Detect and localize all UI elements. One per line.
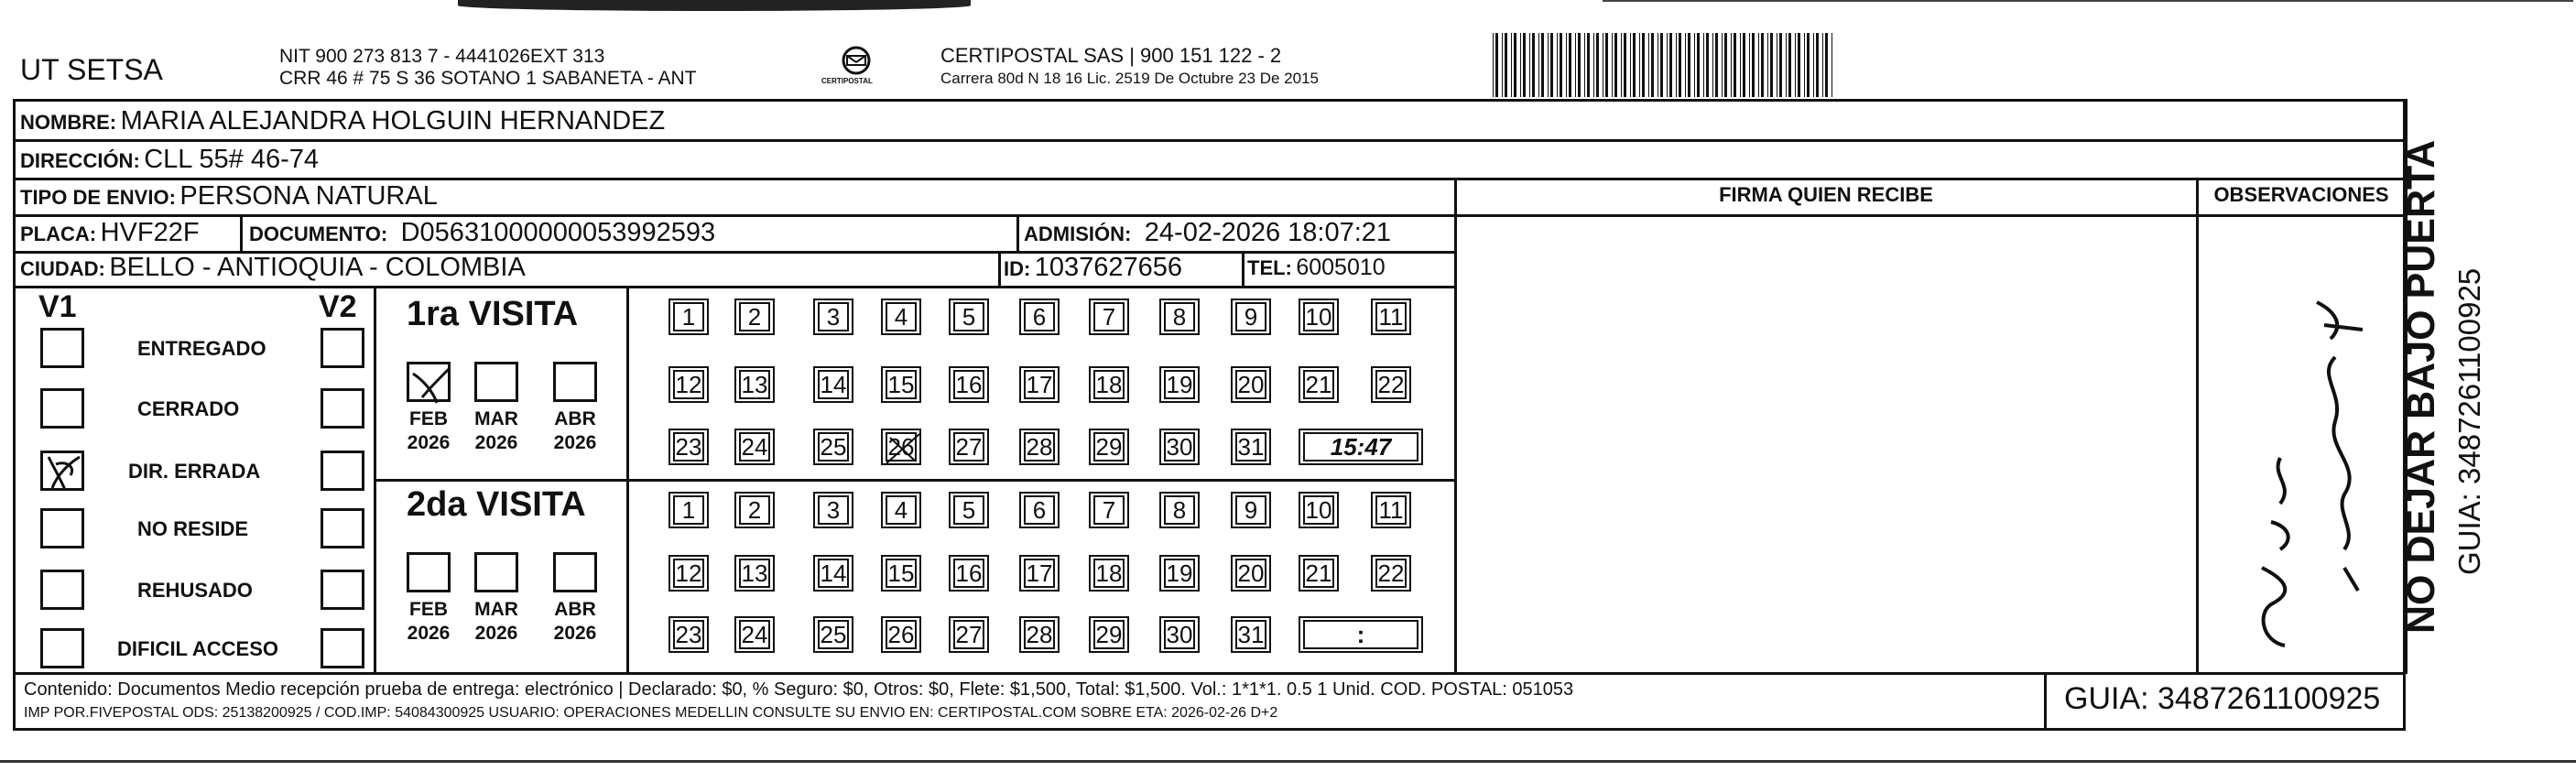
second-visit-time[interactable]: [1299, 616, 1423, 653]
day-number: 25: [818, 432, 849, 462]
footer-col-divider: [2044, 672, 2047, 731]
day-number: 31: [1235, 620, 1266, 649]
cell-divider: [1242, 251, 1245, 286]
day-number: 7: [1093, 495, 1125, 525]
month-year: 2026: [407, 432, 451, 453]
second-visit-day[interactable]: [1089, 492, 1129, 528]
status-v1-checkbox[interactable]: [40, 570, 84, 610]
day-number: 22: [1375, 559, 1407, 588]
day-number: 28: [1024, 432, 1055, 462]
first-visit-day[interactable]: [1089, 429, 1129, 465]
day-number: 7: [1093, 302, 1125, 331]
nombre-value: MARIA ALEJANDRA HOLGUIN HERNANDEZ: [120, 106, 666, 136]
day-number: 2: [739, 495, 770, 525]
ciudad-value: BELLO - ANTIOQUIA - COLOMBIA: [109, 253, 526, 282]
first-visit-day[interactable]: [949, 366, 989, 403]
first-visit-day[interactable]: [668, 366, 709, 403]
month-year: 2026: [474, 623, 518, 644]
first-visit-day[interactable]: [1299, 299, 1339, 335]
second-visit-day[interactable]: [1159, 492, 1200, 528]
day-number: 11: [1375, 495, 1407, 525]
day-number: 31: [1235, 432, 1266, 462]
day-number: 21: [1303, 559, 1334, 588]
first-visit-time[interactable]: [1299, 429, 1423, 465]
first-visit-day[interactable]: [949, 429, 989, 465]
documento-value: D05631000000053992593: [400, 218, 716, 247]
day-number: 30: [1164, 620, 1195, 649]
direccion-value: CLL 55# 46-74: [144, 145, 320, 174]
tel-label: TEL:: [1247, 256, 1292, 279]
day-number: 8: [1164, 495, 1195, 525]
day-number: 27: [953, 432, 984, 462]
day-number: 3: [818, 495, 849, 525]
day-number: 13: [739, 370, 770, 399]
second-visit-day[interactable]: [734, 616, 775, 653]
placa-cell: [20, 218, 200, 248]
nombre-label: NOMBRE:: [20, 111, 117, 134]
second-visit-day[interactable]: [813, 616, 853, 653]
footer-guia: GUIA: 3487261100925: [2064, 681, 2381, 716]
v1-header: V1: [38, 289, 77, 324]
first-visit-day[interactable]: [1159, 366, 1200, 403]
first-visit-day[interactable]: [1089, 299, 1129, 335]
nombre-row: [20, 106, 665, 136]
first-visit-day[interactable]: [1019, 299, 1060, 335]
observation-text: Por 1Pv ap entrega: [2207, 275, 2215, 276]
scan-artifact-line: [1603, 0, 2573, 2]
second-visit-day[interactable]: [1299, 492, 1339, 528]
firma-header: FIRMA QUIEN RECIBE: [1719, 183, 1933, 206]
admision-value: 24-02-2026 18:07:21: [1144, 218, 1392, 247]
logo-text: CERTIPOSTAL: [821, 77, 873, 85]
day-number: 14: [818, 370, 849, 399]
vertical-guia: GUIA: 3487261100925: [2452, 267, 2486, 575]
first-visit-day[interactable]: [668, 429, 709, 465]
first-visit-day[interactable]: [881, 299, 921, 335]
day-number: 5: [953, 495, 984, 525]
second-visit-day[interactable]: [1089, 616, 1129, 653]
day-number: 24: [739, 432, 770, 462]
col-divider: [2196, 178, 2199, 674]
visit-month-checkbox-checked[interactable]: [407, 362, 451, 402]
second-visit-day[interactable]: [668, 555, 709, 592]
month-name: MAR: [474, 408, 518, 429]
day-number: 4: [886, 495, 917, 525]
first-visit-title: 1ra VISITA: [407, 295, 579, 333]
day-number: 9: [1235, 495, 1266, 525]
day-number: 24: [739, 620, 770, 649]
direccion-row: [20, 145, 319, 175]
month-year: 2026: [553, 623, 597, 644]
company-name: UT SETSA: [20, 53, 163, 86]
scan-artifact-bottom: [0, 760, 2576, 763]
day-number: 30: [1164, 432, 1195, 462]
day-number: 22: [1375, 370, 1407, 399]
status-label: ENTREGADO: [137, 337, 266, 360]
tel-cell: [1247, 255, 1386, 281]
admision-label: ADMISIÓN:: [1024, 223, 1132, 245]
second-visit-day[interactable]: [1371, 555, 1411, 592]
placa-label: PLACA:: [20, 223, 97, 245]
second-visit-day[interactable]: [1159, 555, 1200, 592]
second-visit-day[interactable]: [1231, 492, 1271, 528]
first-visit-day[interactable]: [668, 299, 709, 335]
second-visit-day[interactable]: [1019, 492, 1060, 528]
day-number: 16: [953, 370, 984, 399]
id-cell: [1004, 253, 1182, 283]
month-name: ABR: [554, 599, 596, 620]
scan-artifact-top: [458, 0, 971, 11]
second-visit-day[interactable]: [1231, 616, 1271, 653]
first-visit-day[interactable]: [1019, 366, 1060, 403]
tipo-row: [20, 181, 438, 212]
day-number: 17: [1024, 559, 1055, 588]
status-v1-checkbox-checked[interactable]: [40, 451, 84, 491]
status-label: DIFICIL ACCESO: [117, 637, 279, 660]
id-value: 1037627656: [1034, 253, 1183, 282]
day-number: 20: [1235, 370, 1266, 399]
day-number: 2: [739, 302, 770, 331]
documento-label: DOCUMENTO:: [249, 223, 388, 245]
first-visit-day[interactable]: [1159, 429, 1200, 465]
row-divider: [13, 139, 2406, 142]
tipo-label: TIPO DE ENVIO:: [20, 186, 176, 209]
status-v2-checkbox[interactable]: [321, 628, 364, 668]
no-dejar-warning: NO DEJAR BAJO PUERTA: [2399, 139, 2443, 634]
first-visit-day[interactable]: [1231, 299, 1271, 335]
second-visit-day[interactable]: [1299, 555, 1339, 592]
visit-month-checkbox[interactable]: [553, 362, 597, 402]
first-visit-day[interactable]: [1299, 366, 1339, 403]
day-number: 19: [1164, 370, 1195, 399]
day-number: 6: [1024, 495, 1055, 525]
second-visit-day[interactable]: [813, 555, 853, 592]
day-number: 4: [886, 302, 917, 331]
visit-month-checkbox[interactable]: [407, 552, 451, 592]
month-year: 2026: [474, 432, 518, 453]
second-visit-day[interactable]: [949, 555, 989, 592]
month-year: 2026: [553, 432, 597, 453]
second-visit-day[interactable]: [949, 492, 989, 528]
visit-month-checkbox[interactable]: [553, 552, 597, 592]
day-number: 26: [886, 620, 917, 649]
status-v2-checkbox[interactable]: [321, 388, 364, 429]
day-number: 5: [953, 302, 984, 331]
day-number: 12: [673, 370, 704, 399]
day-number: 1: [673, 302, 704, 331]
time-value: :: [1303, 620, 1418, 649]
day-number: 10: [1303, 302, 1334, 331]
second-visit-day[interactable]: [1159, 616, 1200, 653]
status-v2-checkbox[interactable]: [321, 570, 364, 610]
day-number: 19: [1164, 559, 1195, 588]
second-visit-day[interactable]: [1089, 555, 1129, 592]
visit-month-label: [401, 598, 456, 646]
second-visit-day[interactable]: [1231, 555, 1271, 592]
day-number: 17: [1024, 370, 1055, 399]
status-v1-checkbox[interactable]: [40, 628, 84, 668]
second-visit-day[interactable]: [668, 492, 709, 528]
row-divider: [13, 214, 2406, 217]
visit-month-label: [469, 407, 524, 455]
observaciones-header: OBSERVACIONES: [2213, 183, 2389, 206]
day-number: 10: [1303, 495, 1334, 525]
day-number: 18: [1093, 370, 1125, 399]
day-number: 21: [1303, 370, 1334, 399]
ciudad-label: CIUDAD:: [20, 257, 105, 280]
second-visit-day[interactable]: [734, 555, 775, 592]
tipo-value: PERSONA NATURAL: [179, 181, 438, 211]
first-visit-day[interactable]: [813, 366, 853, 403]
second-visit-day[interactable]: [813, 492, 853, 528]
ciudad-cell: [20, 253, 526, 283]
status-v2-checkbox[interactable]: [321, 451, 364, 491]
first-visit-day[interactable]: [949, 299, 989, 335]
footer-line-1: Contenido: Documentos Medio recepción prueba de entrega: electrónico | Declarado: $0, % Seguro: $0, Otros: $0, Flete: $1,500, Total: $1,500. Vol.: 1*1*1. 0.5 1 Unid. COD. POSTAL: 051053: [24, 679, 1574, 700]
day-number: 3: [818, 302, 849, 331]
first-visit-day[interactable]: [1371, 366, 1411, 403]
second-visit-day[interactable]: [881, 555, 921, 592]
day-number: 9: [1235, 302, 1266, 331]
row-divider: [13, 286, 1455, 288]
certipostal-line-2: Carrera 80d N 18 16 Lic. 2519 De Octubre 23 De 2015: [940, 70, 1319, 87]
second-visit-day[interactable]: [1019, 555, 1060, 592]
second-visit-day[interactable]: [881, 616, 921, 653]
month-name: FEB: [409, 408, 448, 429]
col-divider: [1454, 178, 1457, 674]
month-name: MAR: [474, 599, 518, 620]
v2-header: V2: [319, 289, 357, 324]
first-visit-day[interactable]: [1231, 366, 1271, 403]
barcode: [1493, 33, 2299, 97]
second-visit-day[interactable]: [1371, 492, 1411, 528]
month-name: FEB: [409, 599, 448, 620]
documento-cell: [249, 218, 715, 248]
first-visit-day[interactable]: [1159, 299, 1200, 335]
day-number: 1: [673, 495, 704, 525]
status-v1-checkbox[interactable]: [40, 388, 84, 429]
second-visit-day[interactable]: [949, 616, 989, 653]
status-v1-checkbox[interactable]: [40, 508, 84, 548]
status-label: REHUSADO: [137, 579, 253, 602]
day-number: 23: [673, 620, 704, 649]
status-label: CERRADO: [137, 397, 240, 420]
day-number: 27: [953, 620, 984, 649]
first-visit-day[interactable]: [1089, 366, 1129, 403]
day-number: 15: [886, 559, 917, 588]
day-number: 15: [886, 370, 917, 399]
row-divider: [13, 178, 2406, 180]
first-visit-day[interactable]: [813, 299, 853, 335]
direccion-label: DIRECCIÓN:: [20, 149, 140, 172]
first-visit-day[interactable]: [734, 366, 775, 403]
status-label: NO RESIDE: [137, 517, 249, 540]
tel-value: 6005010: [1296, 255, 1386, 280]
first-visit-day[interactable]: [734, 299, 775, 335]
first-visit-day[interactable]: [1231, 429, 1271, 465]
nit-line-1: NIT 900 273 813 7 - 4441026EXT 313: [279, 46, 605, 67]
footer-line-2: IMP POR.FIVEPOSTAL ODS: 25138200925 / COD.IMP: 54084300925 USUARIO: OPERACIONES MEDELLIN CONSULTE SU ENVIO EN: CERTIPOSTAL.COM SOBRE ETA: 2026-02-26 D+2: [24, 705, 1278, 721]
placa-value: HVF22F: [100, 218, 200, 247]
status-v1-checkbox[interactable]: [40, 328, 84, 368]
visit-month-label: [548, 407, 603, 455]
visit-month-checkbox[interactable]: [474, 552, 518, 592]
status-v2-checkbox[interactable]: [321, 508, 364, 548]
second-visit-day[interactable]: [881, 492, 921, 528]
visit-month-label: [401, 407, 456, 455]
day-number: 18: [1093, 559, 1125, 588]
status-v2-checkbox[interactable]: [321, 328, 364, 368]
nit-line-2: CRR 46 # 75 S 36 SOTANO 1 SABANETA - ANT: [279, 68, 697, 89]
first-visit-day[interactable]: [1371, 299, 1411, 335]
id-label: ID:: [1004, 257, 1031, 280]
first-visit-day-marked[interactable]: [881, 429, 921, 465]
status-label: DIR. ERRADA: [128, 460, 261, 483]
observation-handwriting: [2207, 275, 2399, 659]
day-number: 26: [886, 432, 917, 462]
first-visit-day[interactable]: [1019, 429, 1060, 465]
day-number: 28: [1024, 620, 1055, 649]
day-number: 16: [953, 559, 984, 588]
certipostal-line-1: CERTIPOSTAL SAS | 900 151 122 - 2: [940, 44, 1282, 67]
day-number: 20: [1235, 559, 1266, 588]
certipostal-logo: [820, 44, 893, 92]
footer-divider: [13, 672, 2406, 675]
day-number: 6: [1024, 302, 1055, 331]
visit-month-label: [469, 598, 524, 646]
first-visit-day[interactable]: [813, 429, 853, 465]
day-number: 23: [673, 432, 704, 462]
month-year: 2026: [407, 623, 451, 644]
second-visit-day[interactable]: [734, 492, 775, 528]
visit-divider: [374, 479, 1454, 482]
second-visit-day[interactable]: [1019, 616, 1060, 653]
admision-cell: [1024, 218, 1391, 248]
cell-divider: [240, 214, 243, 251]
cell-divider: [1016, 214, 1019, 251]
first-visit-day[interactable]: [734, 429, 775, 465]
first-visit-day[interactable]: [881, 366, 921, 403]
second-visit-day[interactable]: [668, 616, 709, 653]
day-number: 11: [1375, 302, 1407, 331]
day-number: 12: [673, 559, 704, 588]
day-number: 29: [1093, 432, 1125, 462]
month-name: ABR: [554, 408, 596, 429]
barcode-bar: [1832, 33, 1834, 97]
day-number: 29: [1093, 620, 1125, 649]
day-number: 25: [818, 620, 849, 649]
day-number: 14: [818, 559, 849, 588]
day-number: 8: [1164, 302, 1195, 331]
visit-month-checkbox[interactable]: [474, 362, 518, 402]
visit-month-label: [548, 598, 603, 646]
day-number: 13: [739, 559, 770, 588]
second-visit-title: 2da VISITA: [407, 485, 586, 524]
time-value: 15:47: [1303, 432, 1418, 462]
cell-divider: [998, 251, 1001, 286]
